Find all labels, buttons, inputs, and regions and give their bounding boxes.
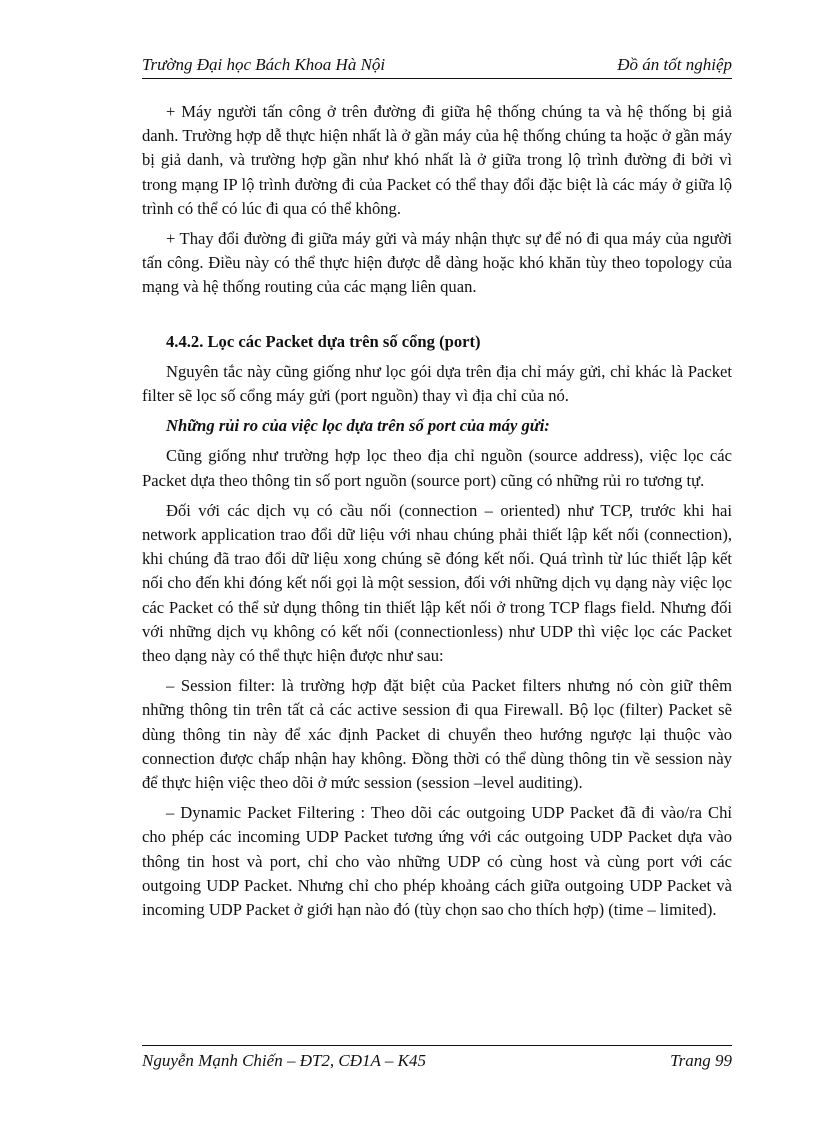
paragraph-source-port-risk: Cũng giống như trường hợp lọc theo địa chỉ nguồn (source address), việc lọc các Packet dựa theo thông tin số port nguồn (source port) cũng có những rủi ro tương tự. <box>142 446 732 490</box>
paragraph-connection-services: Đối với các dịch vụ có cầu nối (connection – oriented) như TCP, trước khi hai network application trao đổi dữ liệu với nhau chúng phải thiết lập kết nối (connection), khi chúng đã trao đổi dữ liệu xong chúng sẽ đóng kết nối. Quá trình từ lúc thiết lập kết nối cho đến khi đóng kết nối gọi là một session, đối với những dịch vụ dạng này việc lọc các Packet có thể sử dụng thông tin thiết lập kết nối ở trong TCP flags field. Nhưng đối với những dịch vụ không có kết nối (connectionless) như UDP thì việc lọc các Packet theo dạng này có thể thực hiện được như sau: <box>142 500 732 666</box>
header-divider <box>142 78 732 79</box>
page-number: Trang 99 <box>670 1051 732 1070</box>
header-university: Trường Đại học Bách Khoa Hà Nội <box>142 55 386 74</box>
page-footer <box>142 1050 732 1076</box>
page-header <box>142 54 732 80</box>
paragraph-session-filter: – Session filter: là trường hợp đặt biệt của Packet filters nhưng nó còn giữ thêm những thông tin trên tất cả các active session đi qua Firewall. Bộ lọc (filter) Packet sẽ dùng thông tin này để xác định Packet di chuyển theo hướng ngược lại thuộc vào connection được chấp nhận hay không. Đồng thời có thể dùng thông tin về session này để thực hiện việc theo dõi ở mức session (session –level auditing). <box>142 676 732 793</box>
footer-divider <box>142 1045 732 1046</box>
risk-subheading: Những rủi ro của việc lọc dựa trên số port của máy gửi: <box>166 416 550 436</box>
document-page <box>142 40 732 1080</box>
section-heading: 4.4.2. Lọc các Packet dựa trên số cổng (port) <box>166 331 481 351</box>
paragraph-dynamic-packet-filtering: – Dynamic Packet Filtering : Theo dõi các outgoing UDP Packet đã đi vào/ra Chỉ cho phép các incoming UDP Packet tương ứng với các outgoing UDP Packet dựa vào thông tin host và port, chỉ cho vào những UDP có cùng host và cùng port với các outgoing UDP Packet. Nhưng chỉ cho phép khoảng cách giữa outgoing UDP Packet và incoming UDP Packet ở giới hạn nào đó (tùy chọn sao cho thích hợp) (time – limited). <box>142 803 732 920</box>
paragraph-port-principle: Nguyên tắc này cũng giống như lọc gói dựa trên địa chỉ máy gửi, chỉ khác là Packet filter sẽ lọc số cổng máy gửi (port nguồn) thay vì địa chỉ của nó. <box>142 361 732 406</box>
paragraph-route-change: + Thay đổi đường đi giữa máy gửi và máy nhận thực sự để nó đi qua máy của người tấn công. Điều này có thể thực hiện được dễ dàng hoặc khó khăn tùy theo topology của mạng và hệ thống routing của các mạng liên quan. <box>142 229 732 297</box>
header-document-type: Đồ án tốt nghiệp <box>617 55 732 74</box>
footer-author: Nguyễn Mạnh Chiến – ĐT2, CĐ1A – K45 <box>142 1051 426 1070</box>
body-text <box>142 100 732 928</box>
paragraph-attacker-on-path: + Máy người tấn công ở trên đường đi giữa hệ thống chúng ta và hệ thống bị giả danh. Trường hợp dễ thực hiện nhất là ở gần máy của hệ thống chúng ta hoặc ở gần máy bị giả danh, và trường hợp gần như khó nhất là ở giữa trong lộ trình đường đi bởi vì trong mạng IP lộ trình đường đi của Packet có thể thay đổi đặc biệt là các máy ở giữa lộ trình có thể có lúc đi qua có thể không. <box>142 102 732 218</box>
